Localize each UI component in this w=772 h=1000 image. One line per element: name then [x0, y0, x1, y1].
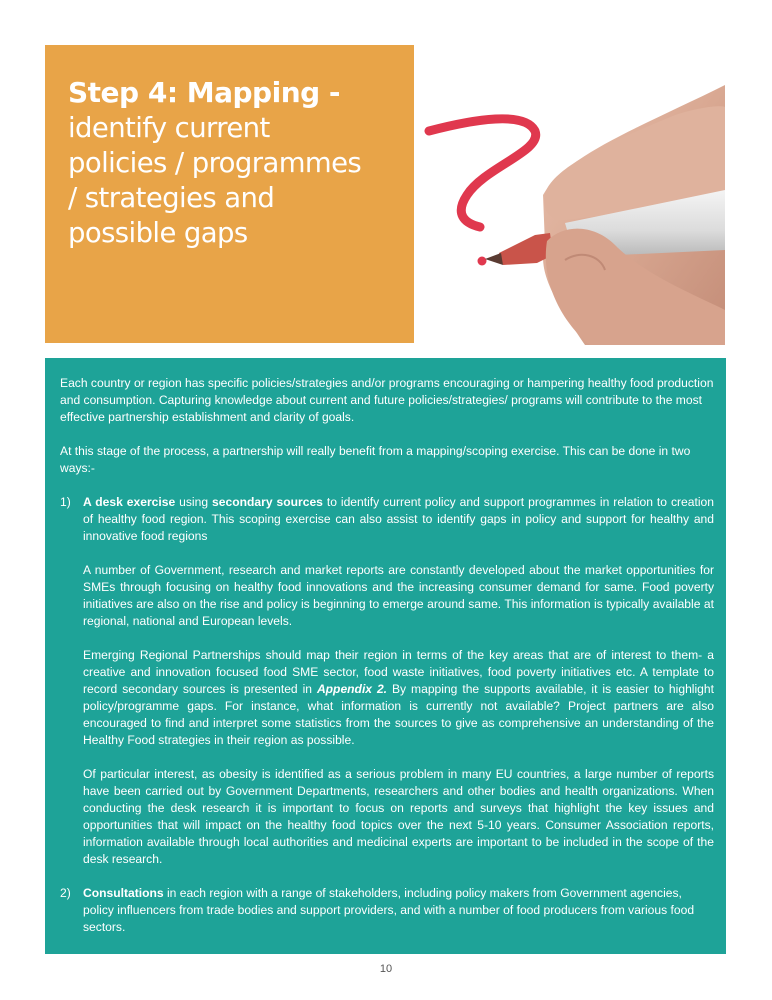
- list-item-desk-exercise: [60, 494, 714, 868]
- step-title-panel: [45, 45, 414, 343]
- text-span: to identify current policy and support programmes in relation to creation of healthy food region. This scoping exercise can also assist to identify gaps in policy and support for healthy and innovative food regions: [83, 495, 714, 543]
- step-title-line: possible gaps: [68, 217, 248, 249]
- appendix-link[interactable]: Appendix 2.: [316, 682, 388, 696]
- content-panel: [45, 358, 726, 954]
- intro-paragraph: Each country or region has specific policies/strategies and/or programs encouraging or hampering healthy food production and consumption. Capturing knowledge about current and future policies/strategies/ programs will contribute to the most effective partnership establishment and clarity of goals.: [60, 376, 714, 424]
- list-number: 2): [60, 886, 71, 900]
- consultations-paragraph: [83, 885, 714, 936]
- text-span: By mapping the supports available, it is easier to highlight policy/programme gaps. For instance, what information is currently not available? Project partners are also encouraged to find and interpret some statistics from the sources to give as comprehensive an understanding of the Healthy Food strategies in their region as possible.: [83, 682, 714, 747]
- regional-partnerships-paragraph: [83, 647, 714, 749]
- text-span: using: [175, 495, 213, 509]
- hand-pen-question-mark-illustration: [415, 45, 735, 355]
- reports-paragraph: A number of Government, research and market reports are constantly developed about the market opportunities for SMEs through focusing on healthy food innovations and the increasing consumer demand for same. Food poverty initiatives are also on the rise and policy is beginning to emerge around same. This information is typically available at regional, national and European levels.: [83, 563, 714, 628]
- obesity-paragraph: Of particular interest, as obesity is identified as a serious problem in many EU countries, a large number of reports have been carried out by Government Departments, researchers and other bodies and health organizations. When conducting the desk research it is important to focus on reports and surveys that highlight the key issues and opportunities that will impact on the healthy food topics over the next 5-10 years. Consumer Association reports, information available through local authorities and medicinal experts are important to be included in the scope of the desk research.: [83, 767, 714, 866]
- step-title-line: policies / programmes: [68, 147, 362, 179]
- bold-term: secondary sources: [212, 495, 323, 509]
- step-title-line: / strategies and: [68, 182, 275, 214]
- question-mark-curve: [429, 119, 536, 227]
- list-number: 1): [60, 495, 71, 509]
- page-number: 10: [379, 963, 393, 975]
- bold-term: Consultations: [83, 886, 164, 900]
- question-mark-icon: [415, 45, 735, 355]
- text-span: in each region with a range of stakeholders, including policy makers from Government agencies, policy influencers from trade bodies and support providers, and with a number of food producers from various food sectors.: [83, 886, 695, 934]
- desk-exercise-paragraph: [83, 494, 714, 545]
- list-item-consultations: [60, 885, 714, 936]
- question-mark-dot: [478, 257, 487, 266]
- pen-nib: [485, 253, 503, 265]
- text-span: Emerging Regional Partnerships should map their region in terms of the key areas that are of interest to them- a creative and innovation focused food SME sector, food waste initiatives, food poverty initiatives etc. A template to record secondary sources is presented in: [83, 648, 714, 696]
- bold-term: A desk exercise: [83, 495, 176, 509]
- step-title-heading: Step 4: Mapping -: [68, 76, 341, 109]
- stage-paragraph: At this stage of the process, a partnership will really benefit from a mapping/scoping exercise. This can be done in two ways:-: [60, 444, 691, 475]
- step-title-line: identify current: [68, 112, 270, 144]
